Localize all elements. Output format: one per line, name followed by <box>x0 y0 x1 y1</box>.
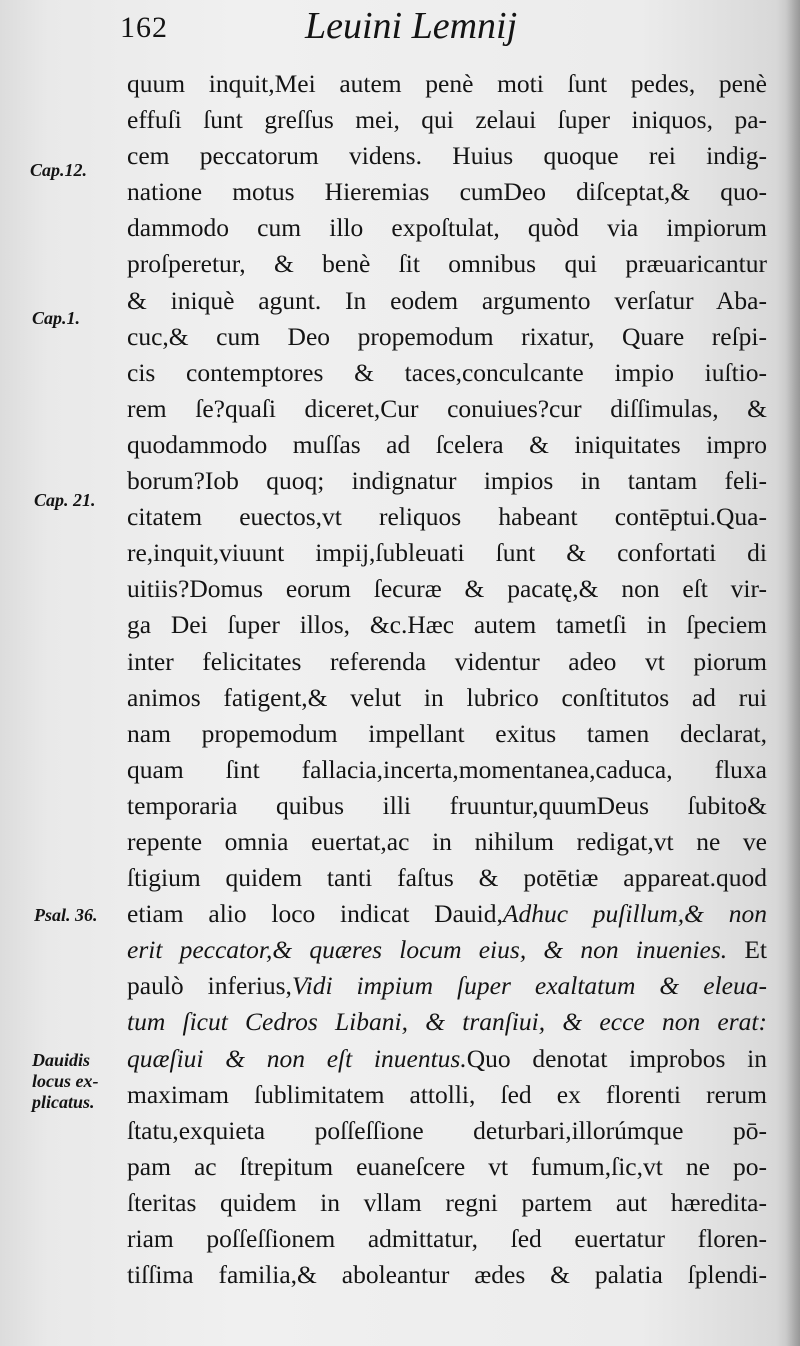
text-line <box>127 1221 767 1257</box>
margin-note-psal36: Psal. 36. <box>34 905 98 925</box>
page-number: 162 <box>120 11 168 44</box>
text-line <box>127 716 767 752</box>
margin-note-cap21: Cap. 21. <box>34 490 96 510</box>
text-line <box>127 824 767 860</box>
text-line-content: riam poſſeſſionem admittatur, ſed euertatur floren- <box>127 1224 767 1253</box>
text-line-content: ga Dei ſuper illos, &c.Hæc autem tametſi in ſpeciem <box>127 610 767 640</box>
margin-note-davidis-line: locus ex- <box>32 1071 99 1091</box>
text-line-content: rem ſe?quaſi diceret,Cur conuiues?cur diſſimulas, & <box>127 393 767 423</box>
text-line-content: pam ac ſtrepitum euaneſcere vt fumum,ſic,vt ne po- <box>127 1151 767 1181</box>
text-line-content: paulò inferius, <box>127 971 292 1001</box>
text-line-content: animos fatigent,& velut in lubrico conſtitutos ad rui <box>127 682 767 712</box>
text-line-content: tiſſima familia,& aboleantur ædes & palatia ſplendi- <box>127 1260 767 1290</box>
text-line <box>127 210 767 246</box>
text-line <box>127 246 767 282</box>
text-line <box>127 66 767 102</box>
text-line-content: repente omnia euertat,ac in nihilum redigat,vt ne ve <box>127 826 767 856</box>
text-line <box>127 571 767 607</box>
text-line-content: proſperetur, & benè ſit omnibus qui præuaricantur <box>127 249 767 279</box>
text-line-content: inter felicitates referenda videntur adeo vt piorum <box>127 646 767 676</box>
text-line <box>127 607 767 643</box>
text-line <box>127 283 767 319</box>
text-line-content: re,inquit,viuunt impij,ſubleuati ſunt & confortati di <box>127 538 767 568</box>
text-line <box>127 391 767 427</box>
italic-quotation: Adhuc puſillum,& non <box>502 899 767 929</box>
text-line <box>127 1041 767 1077</box>
text-line-content: quodammodo muſſas ad ſcelera & iniquitates impro <box>127 429 767 459</box>
text-line-content: Quo denotat improbos in <box>466 1043 767 1073</box>
text-line <box>127 932 767 968</box>
text-line-content: temporaria quibus illi fruuntur,quumDeus ſubito& <box>127 790 767 820</box>
text-line <box>127 499 767 535</box>
text-line <box>127 535 767 571</box>
text-line <box>127 896 767 932</box>
text-line-content: ſtatu,exquieta poſſeſſione deturbari,illorúmque pō- <box>127 1115 767 1145</box>
text-line <box>127 860 767 896</box>
text-line-content: etiam alio loco indicat Dauid, <box>127 899 503 929</box>
text-line-content: ſtigium quidem tanti faſtus & potētiæ appareat.quod <box>127 863 767 893</box>
margin-note-davidis <box>32 1050 99 1113</box>
text-line <box>127 752 767 788</box>
text-line-content: quam ſint fallacia,incerta,momentanea,caduca, fluxa <box>127 754 767 784</box>
running-head: Leuini Lemnij <box>305 5 518 47</box>
italic-quotation: quæſiui & non eſt inuentus. <box>127 1043 467 1073</box>
text-line-content: natione motus Hieremias cumDeo diſceptat,& quo- <box>127 177 767 207</box>
text-line-content: effuſi ſunt greſſus mei, qui zelaui ſuper iniquos, pa- <box>127 105 767 135</box>
text-line-content: dammodo cum illo expoſtulat, quòd via impiorum <box>127 213 767 243</box>
margin-note-cap1: Cap.1. <box>32 308 81 328</box>
text-line <box>127 680 767 716</box>
text-line-content: borum?Iob quoq; indignatur impios in tantam feli- <box>127 466 767 496</box>
body-text <box>127 66 767 1293</box>
text-line <box>127 355 767 391</box>
text-line <box>127 644 767 680</box>
text-line <box>127 427 767 463</box>
page-edge-shadow <box>786 0 800 1346</box>
italic-quotation: erit peccator,& quæres locum eius, & non inuenies. <box>127 935 728 965</box>
text-line-content: & iniquè agunt. In eodem argumento verſatur Aba- <box>127 285 767 315</box>
text-line <box>127 1113 767 1149</box>
text-line <box>127 174 767 210</box>
italic-quotation: tum ſicut Cedros Libani, & tranſiui, & ecce non erat: <box>127 1007 767 1037</box>
margin-note-davidis-line: Dauidis <box>32 1050 91 1070</box>
text-line <box>127 102 767 138</box>
text-line <box>127 1077 767 1113</box>
text-line-content: cis contemptores & taces,conculcante impio iuſtio- <box>127 357 767 387</box>
text-line <box>127 463 767 499</box>
text-line-content: uitiis?Domus eorum ſecuræ & pacatę,& non eſt vir- <box>127 574 767 604</box>
italic-quotation: Vidi impium ſuper exaltatum & eleua- <box>291 971 767 1001</box>
text-line <box>127 319 767 355</box>
text-line <box>127 1149 767 1185</box>
text-line-content: citatem euectos,vt reliquos habeant contēptui.Qua- <box>127 502 767 532</box>
text-line <box>127 1004 767 1040</box>
text-line-content: ſteritas quidem in vllam regni partem aut hæredita- <box>127 1187 767 1217</box>
text-line <box>127 1257 767 1293</box>
text-line <box>127 788 767 824</box>
text-line <box>127 968 767 1004</box>
text-line-content: cuc,& cum Deo propemodum rixatur, Quare reſpi- <box>127 321 767 351</box>
text-line-content: nam propemodum impellant exitus tamen declarat, <box>127 718 767 748</box>
text-line-content: quum inquit,Mei autem penè moti ſunt pedes, penè <box>127 69 767 98</box>
margin-note-davidis-line: plicatus. <box>32 1092 95 1112</box>
text-line-content: cem peccatorum videns. Huius quoque rei indig- <box>127 141 767 171</box>
text-line-content: maximam ſublimitatem attolli, ſed ex florenti rerum <box>127 1079 767 1109</box>
text-line <box>127 138 767 174</box>
text-line <box>127 1185 767 1221</box>
text-line-content: Et <box>727 935 767 965</box>
margin-note-cap12: Cap.12. <box>30 160 88 180</box>
margin-notes <box>0 0 125 1346</box>
